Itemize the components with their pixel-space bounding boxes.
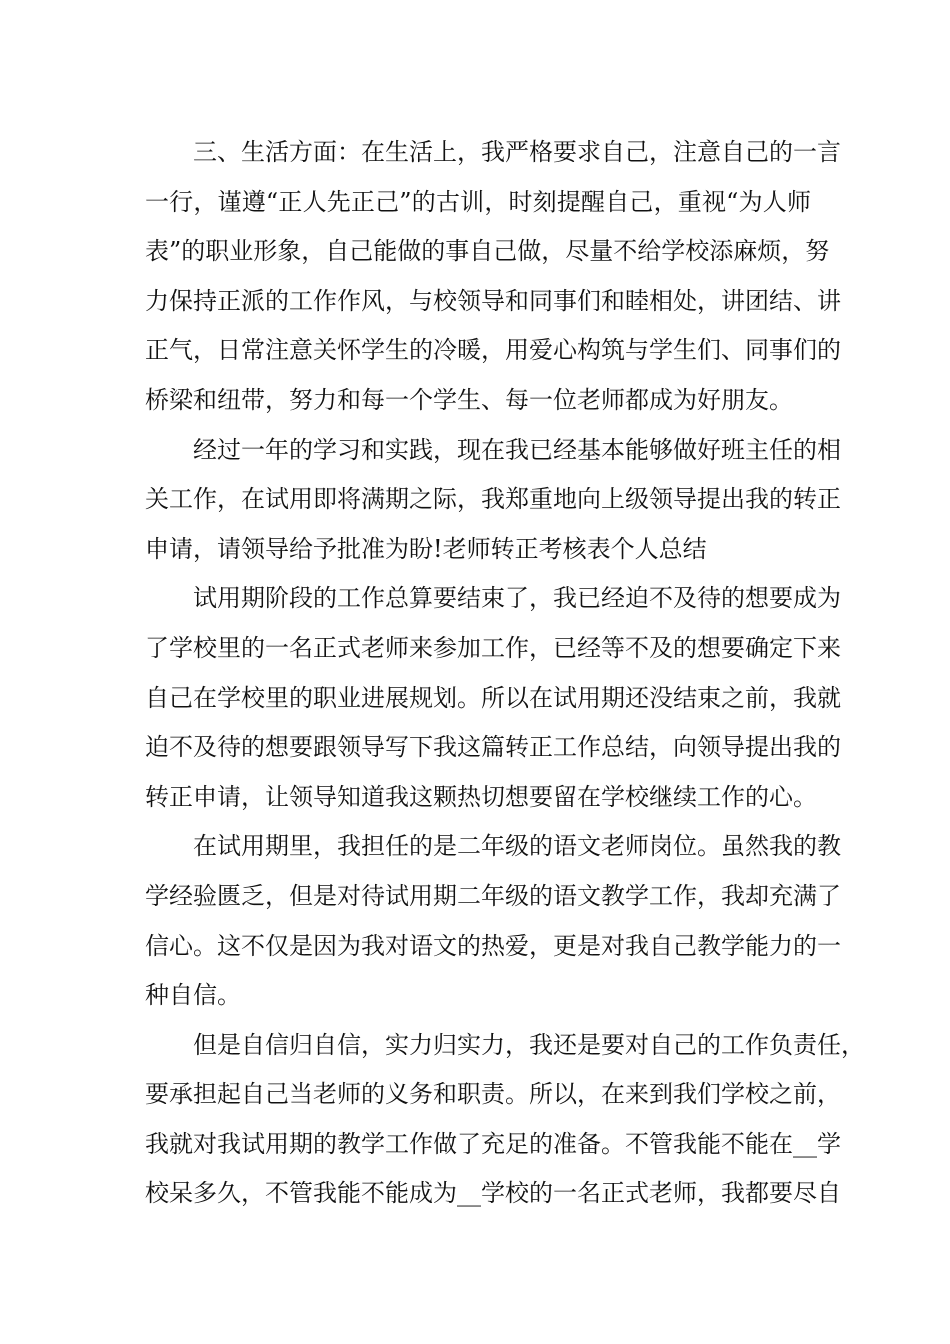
paragraph-life-line: 桥梁和纽带，努力和每一个学生、每一位老师都成为好朋友。 <box>145 385 793 414</box>
paragraph-teaching-line: 种自信。 <box>145 981 241 1010</box>
paragraph-confidence-line: 要承担起自己当老师的义务和职责。所以，在来到我们学校之前， <box>145 1080 841 1109</box>
paragraph-confidence-line: 校呆多久，不管我能不能成为__学校的一名正式老师，我都要尽自 <box>145 1179 841 1208</box>
paragraph-teaching-line: 在试用期里，我担任的是二年级的语文老师岗位。虽然我的教 <box>193 832 841 861</box>
paragraph-teaching-line: 信心。这不仅是因为我对语文的热爱，更是对我自己教学能力的一 <box>145 931 841 960</box>
paragraph-life-line: 力保持正派的工作作风，与校领导和同事们和睦相处，讲团结、讲 <box>145 286 841 315</box>
body-text <box>145 128 865 1219</box>
paragraph-summary-line: 经过一年的学习和实践，现在我已经基本能够做好班主任的相 <box>193 435 841 464</box>
paragraph-probation-line: 转正申请，让领导知道我这颗热切想要留在学校继续工作的心。 <box>145 782 817 811</box>
paragraph-life-line: 正气，日常注意关怀学生的冷暖，用爱心构筑与学生们、同事们的 <box>145 336 841 365</box>
paragraph-confidence-line: 我就对我试用期的教学工作做了充足的准备。不管我能不能在__学 <box>145 1129 841 1158</box>
paragraph-life-line: 三、生活方面：在生活上，我严格要求自己，注意自己的一言 <box>193 138 841 166</box>
paragraph-summary-line: 关工作，在试用即将满期之际，我郑重地向上级领导提出我的转正 <box>145 485 841 514</box>
paragraph-teaching-line: 学经验匮乏，但是对待试用期二年级的语文教学工作，我却充满了 <box>145 881 841 910</box>
paragraph-summary-line: 申请，请领导给予批准为盼!老师转正考核表个人总结 <box>145 534 707 563</box>
paragraph-probation-line: 了学校里的一名正式老师来参加工作，已经等不及的想要确定下来 <box>145 633 841 662</box>
paragraph-probation-line: 迫不及待的想要跟领导写下我这篇转正工作总结，向领导提出我的 <box>145 733 841 762</box>
paragraph-confidence-line: 但是自信归自信，实力归实力，我还是要对自己的工作负责任， <box>193 1030 865 1059</box>
paragraph-probation-line: 自己在学校里的职业进展规划。所以在试用期还没结束之前，我就 <box>145 683 841 712</box>
paragraph-probation-line: 试用期阶段的工作总算要结束了，我已经迫不及待的想要成为 <box>193 584 841 613</box>
paragraph-life-line: 一行，谨遵“正人先正己”的古训，时刻提醒自己，重视“为人师 <box>145 187 811 216</box>
paragraph-life-line: 表”的职业形象，自己能做的事自己做，尽量不给学校添麻烦，努 <box>145 237 830 266</box>
